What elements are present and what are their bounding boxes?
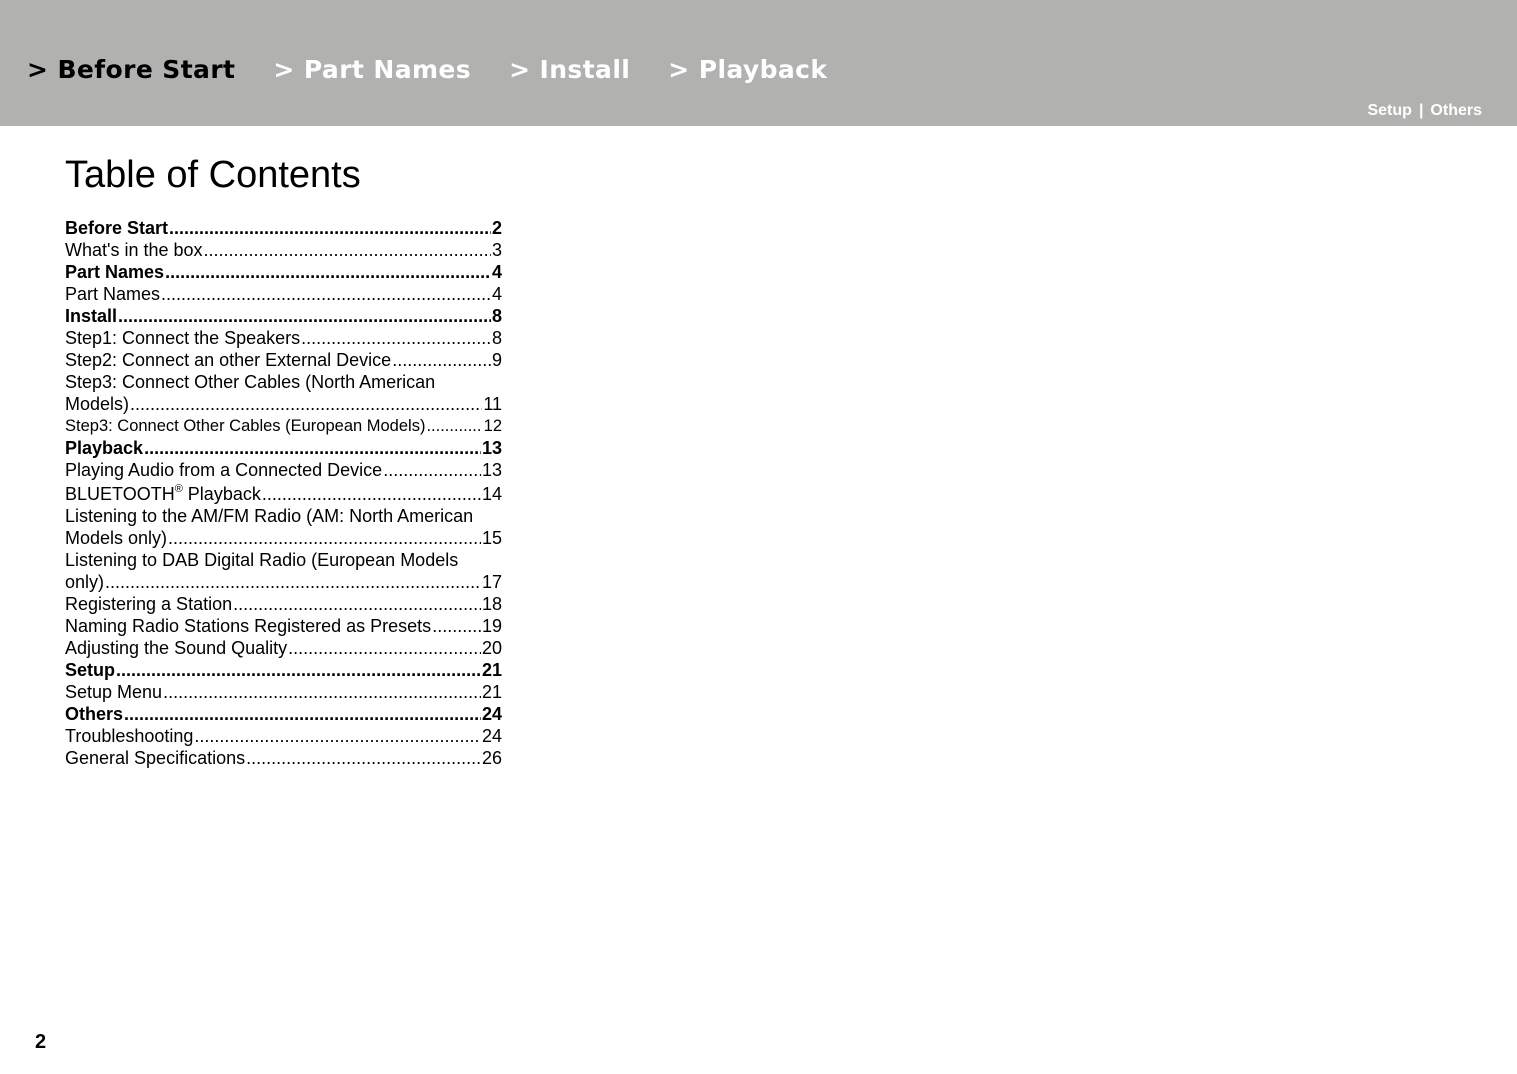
toc-entry[interactable] <box>65 483 502 505</box>
dot-leader <box>161 283 491 305</box>
toc-entry-label <box>65 437 143 459</box>
toc-entry-page: 12 <box>483 417 502 435</box>
toc-chapter-entry[interactable] <box>65 261 502 283</box>
dot-leader <box>288 637 481 659</box>
toc-entry[interactable] <box>65 283 502 305</box>
toc-entry-page: 8 <box>491 306 502 326</box>
secondary-nav <box>1367 102 1482 120</box>
toc-entry-row <box>65 659 502 681</box>
toc-entry-label <box>65 747 245 769</box>
toc-entry-page: 18 <box>481 594 502 614</box>
dot-leader <box>432 615 481 637</box>
toc-entry-row <box>65 725 502 747</box>
dot-leader <box>124 703 481 725</box>
header-bar <box>0 0 1517 126</box>
toc-entry-label-line1: Step3: Connect Other Cables (North American <box>65 372 436 392</box>
toc-entry[interactable] <box>65 549 502 593</box>
toc-entry-label-text: General Specifications <box>65 748 246 768</box>
toc-entry-page: 13 <box>481 460 502 480</box>
nav-setup[interactable]: Setup <box>1367 102 1412 119</box>
toc-entry-page: 13 <box>481 438 502 458</box>
toc-entry-label <box>65 349 391 371</box>
toc-entry-row <box>65 703 502 725</box>
toc-entry-row <box>65 327 502 349</box>
toc-entry-label <box>65 459 382 481</box>
dot-leader <box>118 305 491 327</box>
toc-entry-label-text: Others <box>65 704 124 724</box>
toc-entry-label-line1: Listening to DAB Digital Radio (European Models <box>65 550 459 570</box>
toc-entry[interactable] <box>65 615 502 637</box>
toc-entry-row <box>65 437 502 459</box>
toc-entry-label-text: BLUETOOTH <box>65 484 175 504</box>
toc-entry-page: 24 <box>481 704 502 724</box>
toc-entry-label-text: Step1: Connect the Speakers <box>65 328 301 348</box>
nav-separator: | <box>1418 102 1424 119</box>
toc-entry-row <box>65 349 502 371</box>
toc-entry-row <box>65 681 502 703</box>
dot-leader <box>168 527 481 549</box>
toc-entry-label-text: Troubleshooting <box>65 726 194 746</box>
toc-chapter-entry[interactable] <box>65 703 502 725</box>
toc-entry-label-text: What's in the box <box>65 240 203 260</box>
toc-entry-label <box>65 327 300 349</box>
toc-entry-label <box>65 261 164 283</box>
dot-leader <box>169 217 491 239</box>
dot-leader <box>246 747 481 769</box>
toc-entry-page: 26 <box>481 748 502 768</box>
dot-leader <box>130 393 482 415</box>
toc-entry-label <box>65 659 115 681</box>
toc-entry-page: 9 <box>491 350 502 370</box>
toc-entry-label-text: Playback <box>65 438 144 458</box>
toc-entry-label <box>65 527 167 549</box>
toc-entry-label-text: Naming Radio Stations Registered as Presets <box>65 616 432 636</box>
toc-entry-page: 20 <box>481 638 502 658</box>
toc-entry[interactable] <box>65 593 502 615</box>
toc-entry-label-text: Install <box>65 306 118 326</box>
dot-leader <box>194 725 481 747</box>
toc-entry-page: 3 <box>491 240 502 260</box>
toc-entry-label-text: Registering a Station <box>65 594 233 614</box>
toc-entry-label-text: Part Names <box>65 284 161 304</box>
toc-entry-label <box>65 283 160 305</box>
page-number: 2 <box>35 1031 47 1053</box>
dot-leader <box>301 327 491 349</box>
toc-entry-page: 21 <box>481 660 502 680</box>
toc-entry[interactable] <box>65 725 502 747</box>
toc-entry-page: 15 <box>481 528 502 548</box>
table-of-contents <box>65 217 502 769</box>
toc-entry-page: 8 <box>491 328 502 348</box>
toc-entry-row <box>65 527 502 549</box>
toc-entry-label-text: Models) <box>65 394 130 414</box>
nav-part-names[interactable]: > Part Names <box>273 54 472 84</box>
toc-entry-label-text: Adjusting the Sound Quality <box>65 638 288 658</box>
toc-entry-row <box>65 261 502 283</box>
toc-entry-row <box>65 571 502 593</box>
toc-entry-row <box>65 593 502 615</box>
dot-leader <box>144 437 481 459</box>
toc-entry-label <box>65 637 287 659</box>
dot-leader <box>233 593 481 615</box>
toc-entry[interactable] <box>65 459 502 481</box>
toc-entry[interactable] <box>65 327 502 349</box>
toc-entry-label <box>65 703 123 725</box>
nav-playback[interactable]: > Playback <box>668 54 828 84</box>
toc-chapter-entry[interactable] <box>65 437 502 459</box>
toc-entry-label-text: Setup Menu <box>65 682 163 702</box>
toc-entry-label <box>65 305 117 327</box>
page-title: Table of Contents <box>65 154 361 196</box>
toc-entry-label-text: Models only) <box>65 528 168 548</box>
toc-entry-label <box>65 593 232 615</box>
toc-entry-label-line1: Listening to the AM/FM Radio (AM: North American <box>65 506 474 526</box>
toc-chapter-entry[interactable] <box>65 659 502 681</box>
toc-chapter-entry[interactable] <box>65 217 502 239</box>
chapter-nav <box>27 52 865 86</box>
toc-entry-page: 19 <box>481 616 502 636</box>
toc-entry-row <box>65 637 502 659</box>
toc-entry-label <box>65 571 104 593</box>
toc-entry[interactable] <box>65 371 502 415</box>
toc-entry-row <box>65 217 502 239</box>
toc-entry-label-text: Setup <box>65 660 116 680</box>
toc-entry[interactable] <box>65 681 502 703</box>
toc-entry-label <box>65 415 425 437</box>
toc-entry-page: 21 <box>481 682 502 702</box>
dot-leader <box>163 681 481 703</box>
nav-install[interactable]: > Install <box>509 54 631 84</box>
toc-entry-row <box>65 747 502 769</box>
toc-entry-row <box>65 305 502 327</box>
toc-entry[interactable] <box>65 637 502 659</box>
toc-entry-row <box>65 283 502 305</box>
toc-entry-row <box>65 415 502 437</box>
dot-leader <box>383 459 481 481</box>
nav-before-start[interactable]: > Before Start <box>27 54 236 84</box>
toc-entry-label <box>65 239 203 261</box>
toc-entry-label-text: Before Start <box>65 218 169 238</box>
dot-leader <box>204 239 491 261</box>
toc-entry-label-text: Playing Audio from a Connected Device <box>65 460 383 480</box>
toc-entry-row <box>65 483 502 505</box>
toc-entry-label-text: Step2: Connect an other External Device <box>65 350 392 370</box>
toc-chapter-entry[interactable] <box>65 305 502 327</box>
toc-entry-page: 24 <box>481 726 502 746</box>
toc-entry-page: 14 <box>481 484 502 504</box>
toc-entry-page: 4 <box>491 262 502 282</box>
toc-entry-label-text: only) <box>65 572 105 592</box>
toc-entry-label <box>65 681 162 703</box>
toc-entry[interactable] <box>65 239 502 261</box>
toc-entry-row <box>65 615 502 637</box>
registered-mark: ® <box>174 483 183 495</box>
toc-entry-label <box>65 483 261 505</box>
toc-entry-page: 2 <box>491 218 502 238</box>
toc-entry-row <box>65 393 502 415</box>
toc-entry-label <box>65 217 168 239</box>
toc-entry-label-text: Part Names <box>65 262 165 282</box>
toc-entry-page: 4 <box>491 284 502 304</box>
toc-entry-label <box>65 393 129 415</box>
dot-leader <box>105 571 481 593</box>
toc-entry-label <box>65 725 193 747</box>
toc-entry-row <box>65 459 502 481</box>
dot-leader <box>262 483 481 505</box>
toc-entry[interactable] <box>65 349 502 371</box>
toc-entry[interactable] <box>65 415 502 437</box>
toc-entry-label <box>65 615 431 637</box>
toc-entry-row <box>65 239 502 261</box>
toc-entry-label-text: Step3: Connect Other Cables (European Models) <box>65 417 426 435</box>
nav-others[interactable]: Others <box>1430 102 1482 119</box>
dot-leader <box>116 659 481 681</box>
toc-entry-label-suffix: Playback <box>182 484 261 504</box>
toc-entry[interactable] <box>65 747 502 769</box>
toc-entry-page: 11 <box>483 394 502 414</box>
dot-leader <box>392 349 491 371</box>
dot-leader <box>426 415 482 437</box>
toc-entry-page: 17 <box>481 572 502 592</box>
toc-entry[interactable] <box>65 505 502 549</box>
dot-leader <box>165 261 491 283</box>
